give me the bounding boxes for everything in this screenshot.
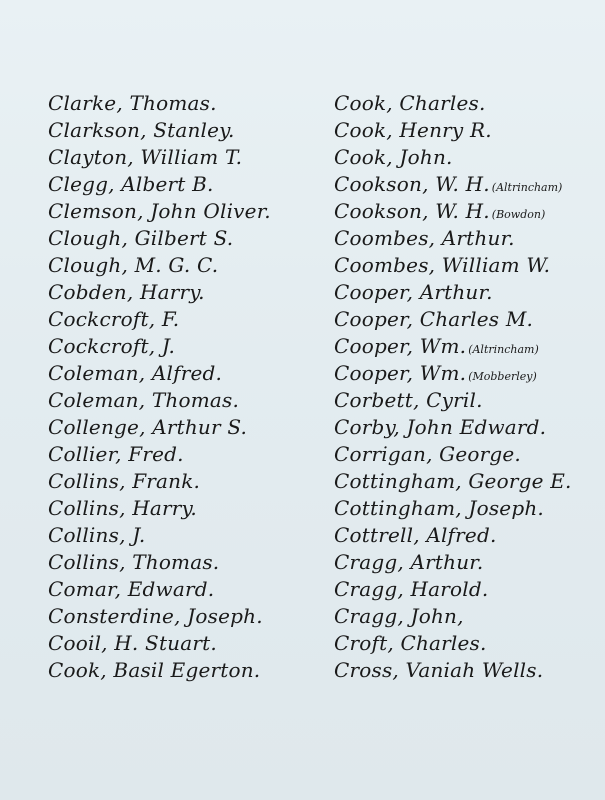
roll-name-entry [334,657,596,684]
roll-name-text: Croft, Charles. [334,631,487,655]
roll-name-text: Cooper, Arthur. [334,280,493,304]
roll-name-entry: Cockcroft, J. [48,334,176,358]
roll-name-entry [334,144,596,171]
roll-name-entry: Consterdine, Joseph. [48,604,263,628]
roll-name-text: Corbett, Cyril. [334,388,483,412]
roll-name-entry: Cobden, Harry. [48,280,205,304]
roll-name-text: Cottrell, Alfred. [334,523,497,547]
roll-name-entry: Clough, M. G. C. [48,253,219,277]
roll-name-entry: Coleman, Thomas. [48,388,240,412]
roll-name-entry [334,333,596,360]
roll-name-entry: Collins, Frank. [48,469,201,493]
left-name-column [48,90,318,684]
roll-name-text: Cragg, John, [334,604,464,628]
roll-name-text: Cottingham, George E. [334,469,572,493]
roll-name-entry: Clarkson, Stanley. [48,118,235,142]
roll-name-text: Corrigan, George. [334,442,521,466]
roll-name-entry: Clegg, Albert B. [48,172,214,196]
roll-name-text: Cook, John. [334,145,453,169]
roll-name-entry [334,603,596,630]
roll-name-entry [334,441,596,468]
roll-name-entry [334,306,596,333]
roll-name-place-note: (Altrincham) [468,343,539,356]
roll-name-entry: Collins, Harry. [48,496,197,520]
roll-name-text: Cooper, Wm. [334,334,467,358]
roll-name-entry: Collins, J. [48,523,146,547]
roll-name-entry [334,360,596,387]
roll-name-entry [334,279,596,306]
roll-name-entry: Collenge, Arthur S. [48,415,248,439]
roll-name-entry [334,495,596,522]
roll-name-entry [334,630,596,657]
roll-name-place-note: (Mobberley) [468,370,537,383]
roll-name-text: Corby, John Edward. [334,415,547,439]
roll-name-entry: Clayton, William T. [48,145,243,169]
roll-name-entry [334,576,596,603]
roll-name-entry [334,522,596,549]
roll-name-text: Cookson, W. H. [334,172,490,196]
roll-name-entry: Coleman, Alfred. [48,361,223,385]
roll-name-entry: Comar, Edward. [48,577,215,601]
roll-name-text: Cook, Henry R. [334,118,492,142]
right-name-column [334,90,596,684]
roll-name-text: Coombes, Arthur. [334,226,515,250]
roll-name-entry: Cockcroft, F. [48,307,180,331]
roll-name-place-note: (Altrincham) [491,181,563,194]
roll-name-text: Cook, Charles. [334,91,486,115]
roll-name-entry [334,90,596,117]
roll-name-place-note: (Bowdon) [491,208,546,221]
roll-name-entry [334,549,596,576]
roll-name-entry: Cook, Basil Egerton. [48,658,261,682]
roll-name-entry [334,198,596,225]
roll-name-text: Cooper, Charles M. [334,307,534,331]
roll-name-entry: Collins, Thomas. [48,550,220,574]
roll-name-entry: Cooil, H. Stuart. [48,631,217,655]
roll-name-text: Cookson, W. H. [334,199,490,223]
roll-name-entry [334,387,596,414]
roll-name-entry [334,171,596,198]
roll-name-entry: Clough, Gilbert S. [48,226,234,250]
roll-name-entry [334,225,596,252]
roll-name-entry [334,252,596,279]
roll-name-entry [334,117,596,144]
roll-name-text: Cooper, Wm. [334,361,467,385]
roll-name-entry [334,414,596,441]
roll-name-text: Cragg, Arthur. [334,550,484,574]
roll-name-entry: Collier, Fred. [48,442,184,466]
roll-name-entry [334,468,596,495]
roll-name-text: Cross, Vaniah Wells. [334,658,544,682]
roll-name-entry: Clarke, Thomas. [48,91,217,115]
roll-name-text: Cragg, Harold. [334,577,489,601]
roll-name-text: Cottingham, Joseph. [334,496,544,520]
roll-name-text: Coombes, William W. [334,253,551,277]
roll-name-entry: Clemson, John Oliver. [48,199,271,223]
